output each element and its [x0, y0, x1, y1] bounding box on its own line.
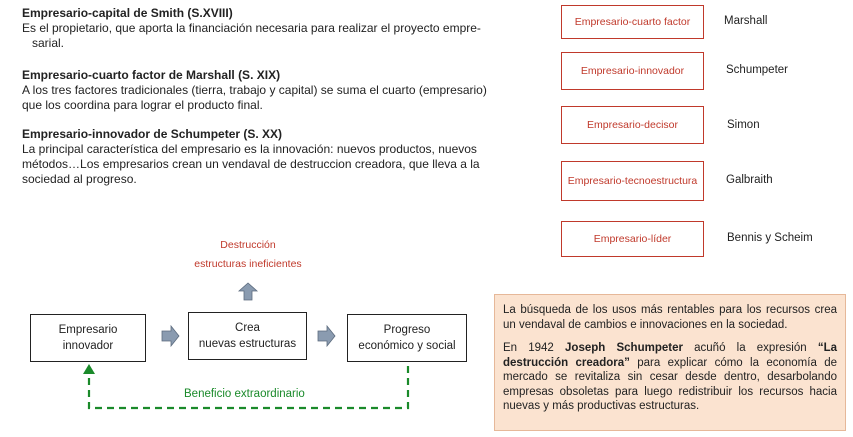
- role-name-galbraith: Galbraith: [726, 174, 773, 186]
- right-arrow-icon: [162, 326, 179, 346]
- schumpeter-note: [494, 294, 846, 431]
- role-name-bennis-scheim: Bennis y Scheim: [727, 232, 813, 244]
- benefit-label: Beneficio extraordinario: [184, 388, 305, 400]
- section-body-line: sociedad al progreso.: [22, 172, 137, 186]
- section-title: Empresario-innovador de Schumpeter (S. XX): [22, 127, 283, 141]
- flow-box-line: Progreso: [383, 324, 431, 336]
- section-title: Empresario-cuarto factor de Marshall (S. XIX): [22, 68, 281, 82]
- right-arrow-icon: [318, 326, 335, 346]
- flow-box-line: nuevas estructuras: [198, 338, 297, 350]
- section-title: Empresario-capital de Smith (S.XVIII): [22, 6, 233, 20]
- section-body-line: A los tres factores tradicionales (tierra, trabajo y capital) se suma el cuarto (empresario): [22, 83, 487, 97]
- section-body-line: que los coordina para lograr el producto final.: [22, 98, 263, 112]
- flow-box-line: económico y social: [358, 340, 456, 352]
- up-arrowhead-icon: [83, 364, 95, 374]
- role-box-tecnoestructura: Empresario-tecnoestructura: [561, 161, 704, 201]
- up-arrow-icon: [239, 283, 257, 300]
- note-paragraph: [503, 341, 837, 414]
- role-box-lider: Empresario-líder: [561, 221, 704, 257]
- flow-box-line: innovador: [62, 340, 114, 352]
- role-box-innovador: Empresario-innovador: [561, 52, 704, 90]
- flow-box-line: Empresario: [58, 324, 118, 336]
- role-box-cuarto-factor: Empresario-cuarto factor: [561, 5, 704, 39]
- destruction-line: estructuras ineficientes: [194, 258, 302, 270]
- note-text: En 1942: [503, 342, 566, 354]
- section-body-line: métodos…Los empresarios crean un vendaval de destruccion creadora, que lleva a la: [22, 157, 480, 171]
- feedback-loop-line: [89, 366, 408, 408]
- note-paragraph: La búsqueda de los usos más rentables para los recursos crea un vendaval de cambios e innovaciones en la sociedad.: [503, 304, 837, 331]
- destruction-line: Destrucción: [220, 239, 276, 251]
- note-text: para explicar cómo la economía de mercado se revitaliza sin cesar desde dentro, desarbolando empresas obsoletas para luego redistribuir los recursos hacia nuevas y más productivas estructuras.: [503, 356, 837, 412]
- note-text: acuñó la expresión: [682, 342, 818, 354]
- role-box-decisor: Empresario-decisor: [561, 106, 704, 144]
- flow-box-line: Crea: [235, 322, 260, 334]
- note-author: Joseph Schumpeter: [565, 342, 683, 354]
- section-body-line: Es el propietario, que aporta la financiación necesaria para realizar el proyecto empre-: [22, 21, 481, 35]
- role-name-marshall: Marshall: [724, 15, 768, 27]
- role-name-simon: Simon: [727, 119, 760, 131]
- section-body-line: La principal característica del empresario es la innovación: nuevos productos, nuevos: [22, 142, 477, 156]
- role-name-schumpeter: Schumpeter: [726, 64, 789, 76]
- note-term: “La destrucción creadora”: [503, 342, 838, 369]
- section-body-line: sarial.: [32, 36, 65, 50]
